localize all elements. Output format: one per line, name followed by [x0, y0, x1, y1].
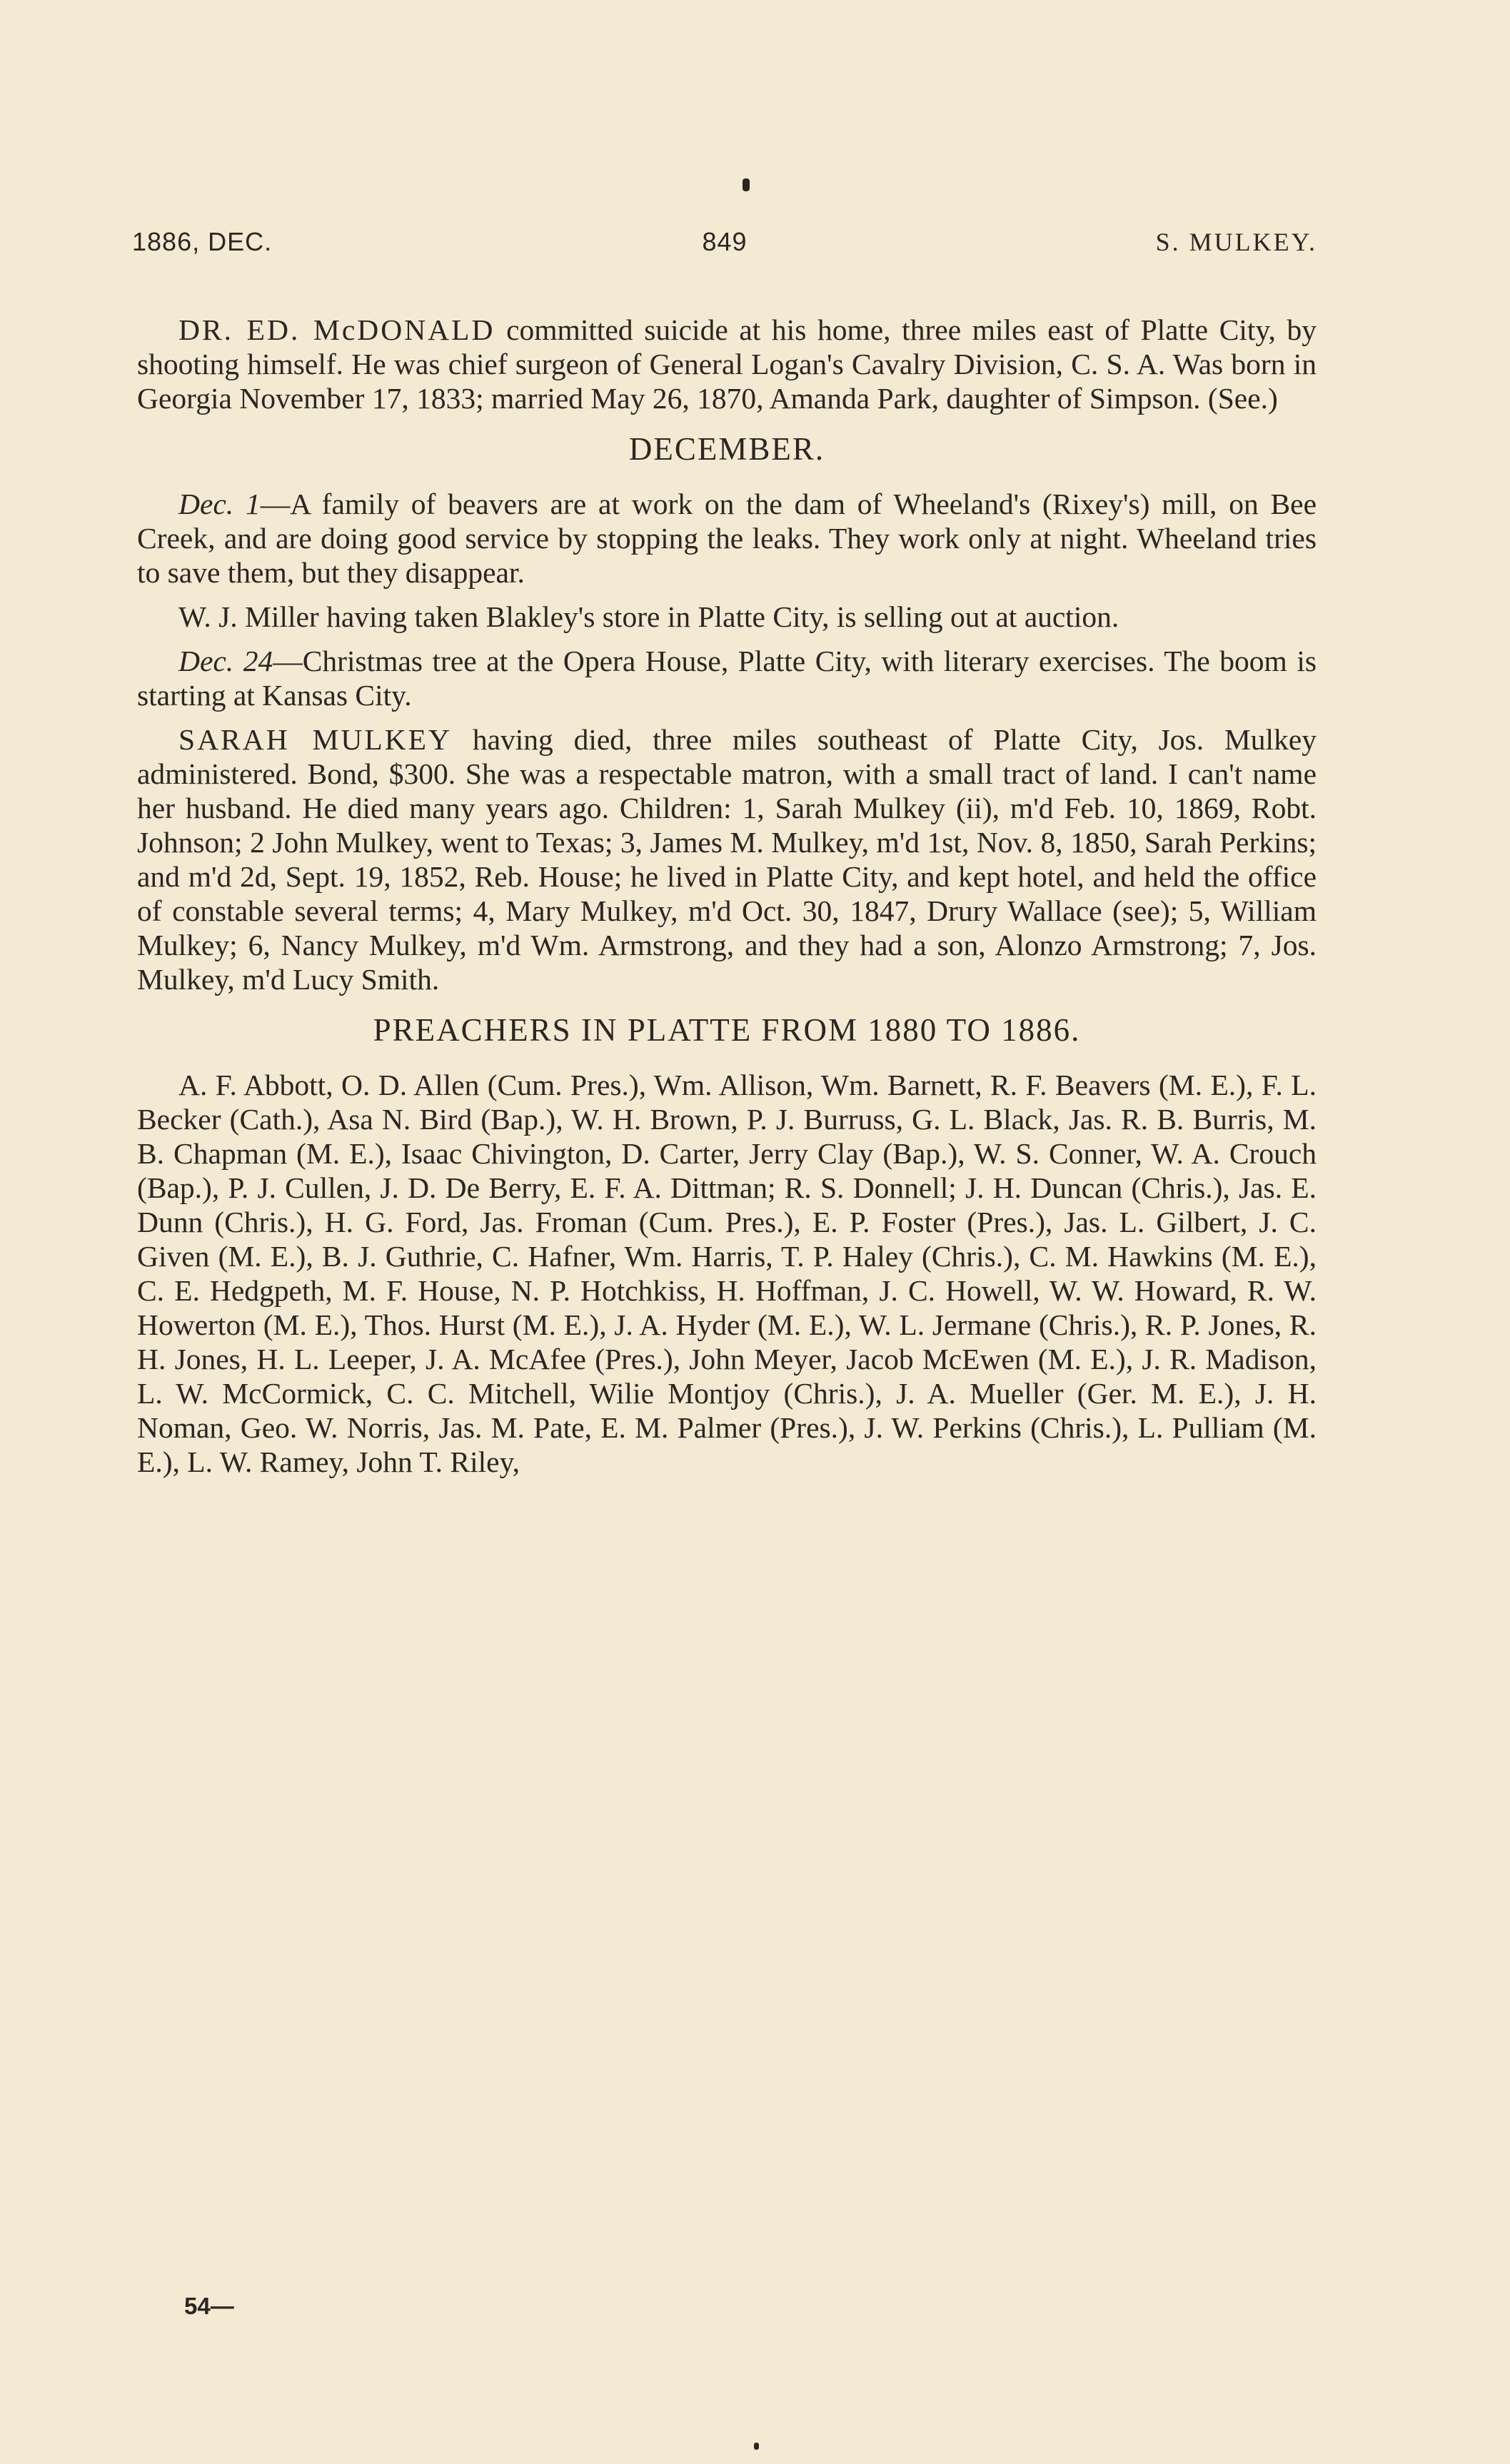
- bottom-ink-mark: [754, 2443, 759, 2450]
- paragraph-dec-1: [137, 487, 1317, 590]
- dec-1-text: —A family of beavers are at work on the dam of Wheeland's (Rixey's) mill, on Bee Creek, and are doing good service by stopping the leaks. They work only at night. Wheeland tries to save them, but they disappear.: [137, 488, 1317, 589]
- top-ink-mark: [743, 178, 750, 191]
- paragraph-dec-24: [137, 644, 1317, 712]
- sarah-mulkey-text: having died, three miles southeast of Platte City, Jos. Mulkey administered. Bond, $300. She was a respectable matron, with a small tract of land. I can't name her husband. He died many years ago. Children: 1, Sarah Mulkey (ii), m'd Feb. 10, 1869, Robt. Johnson; 2 John Mulkey, went to Texas; 3, James M. Mulkey, m'd 1st, Nov. 8, 1850, Sarah Perkins; and m'd 2d, Sept. 19, 1852, Reb. House; he lived in Platte City, and kept hotel, and held the office of constable several terms; 4, Mary Mulkey, m'd Oct. 30, 1847, Drury Wallace (see); 5, William Mulkey; 6, Nancy Mulkey, m'd Wm. Armstrong, and they had a son, Alonzo Armstrong; 7, Jos. Mulkey, m'd Lucy Smith.: [137, 723, 1317, 996]
- dec-1-date: Dec. 1: [178, 488, 261, 520]
- dec-24-date: Dec. 24: [178, 645, 273, 677]
- dec-24-text: —Christmas tree at the Opera House, Platte City, with literary exercises. The boom is starting at Kansas City.: [137, 645, 1317, 712]
- header-surname: S. MULKEY.: [1155, 228, 1317, 256]
- paragraph-mcdonald: [137, 313, 1317, 415]
- paragraph-sarah-mulkey: [137, 722, 1317, 996]
- signature-mark: 54—: [184, 2293, 234, 2319]
- mcdonald-name: DR. ED. McDONALD: [178, 313, 495, 346]
- page-body: [137, 313, 1317, 1489]
- mcdonald-text: committed suicide at his home, three miles east of Platte City, by shooting himself. He was chief surgeon of General Logan's Cavalry Division, C. S. A. Was born in Georgia November 17, 1833; married May 26, 1870, Amanda Park, daughter of Simpson. (See.): [137, 313, 1317, 415]
- paragraph-miller: W. J. Miller having taken Blakley's store in Platte City, is selling out at auction.: [178, 600, 1119, 633]
- header-date: 1886, DEC.: [132, 227, 273, 256]
- paragraph-preachers: A. F. Abbott, O. D. Allen (Cum. Pres.), Wm. Allison, Wm. Barnett, R. F. Beavers (M. E.), F. L. Becker (Cath.), Asa N. Bird (Bap.), W. H. Brown, P. J. Burruss, G. L. Black, Jas. R. B. Burris, M. B. Chapman (M. E.), Isaac Chivington, D. Carter, Jerry Clay (Bap.), W. S. Conner, W. A. Crouch (Bap.), P. J. Cullen, J. D. De Berry, E. F. A. Dittman; R. S. Donnell; J. H. Duncan (Chris.), Jas. E. Dunn (Chris.), H. G. Ford, Jas. Froman (Cum. Pres.), E. P. Foster (Pres.), Jas. L. Gilbert, J. C. Given (M. E.), B. J. Guthrie, C. Hafner, Wm. Harris, T. P. Haley (Chris.), C. M. Hawkins (M. E.), C. E. Hedgpeth, M. F. House, N. P. Hotchkiss, H. Hoffman, J. C. Howell, W. W. Howard, R. W. Howerton (M. E.), Thos. Hurst (M. E.), J. A. Hyder (M. E.), W. L. Jermane (Chris.), R. P. Jones, R. H. Jones, H. L. Leeper, J. A. McAfee (Pres.), John Meyer, Jacob McEwen (M. E.), J. R. Madison, L. W. McCormick, C. C. Mitchell, Wilie Montjoy (Chris.), J. A. Mueller (Ger. M. E.), J. H. Noman, Geo. W. Norris, Jas. M. Pate, E. M. Palmer (Pres.), J. W. Perkins (Chris.), L. Pulliam (M. E.), L. W. Ramey, John T. Riley,: [137, 1069, 1317, 1478]
- page-header: [132, 227, 1317, 263]
- header-page-number: 849: [702, 227, 748, 256]
- preachers-heading: PREACHERS IN PLATTE FROM 1880 TO 1886.: [373, 1012, 1081, 1048]
- sarah-mulkey-name: SARAH MULKEY: [178, 723, 452, 756]
- december-heading: DECEMBER.: [628, 431, 825, 467]
